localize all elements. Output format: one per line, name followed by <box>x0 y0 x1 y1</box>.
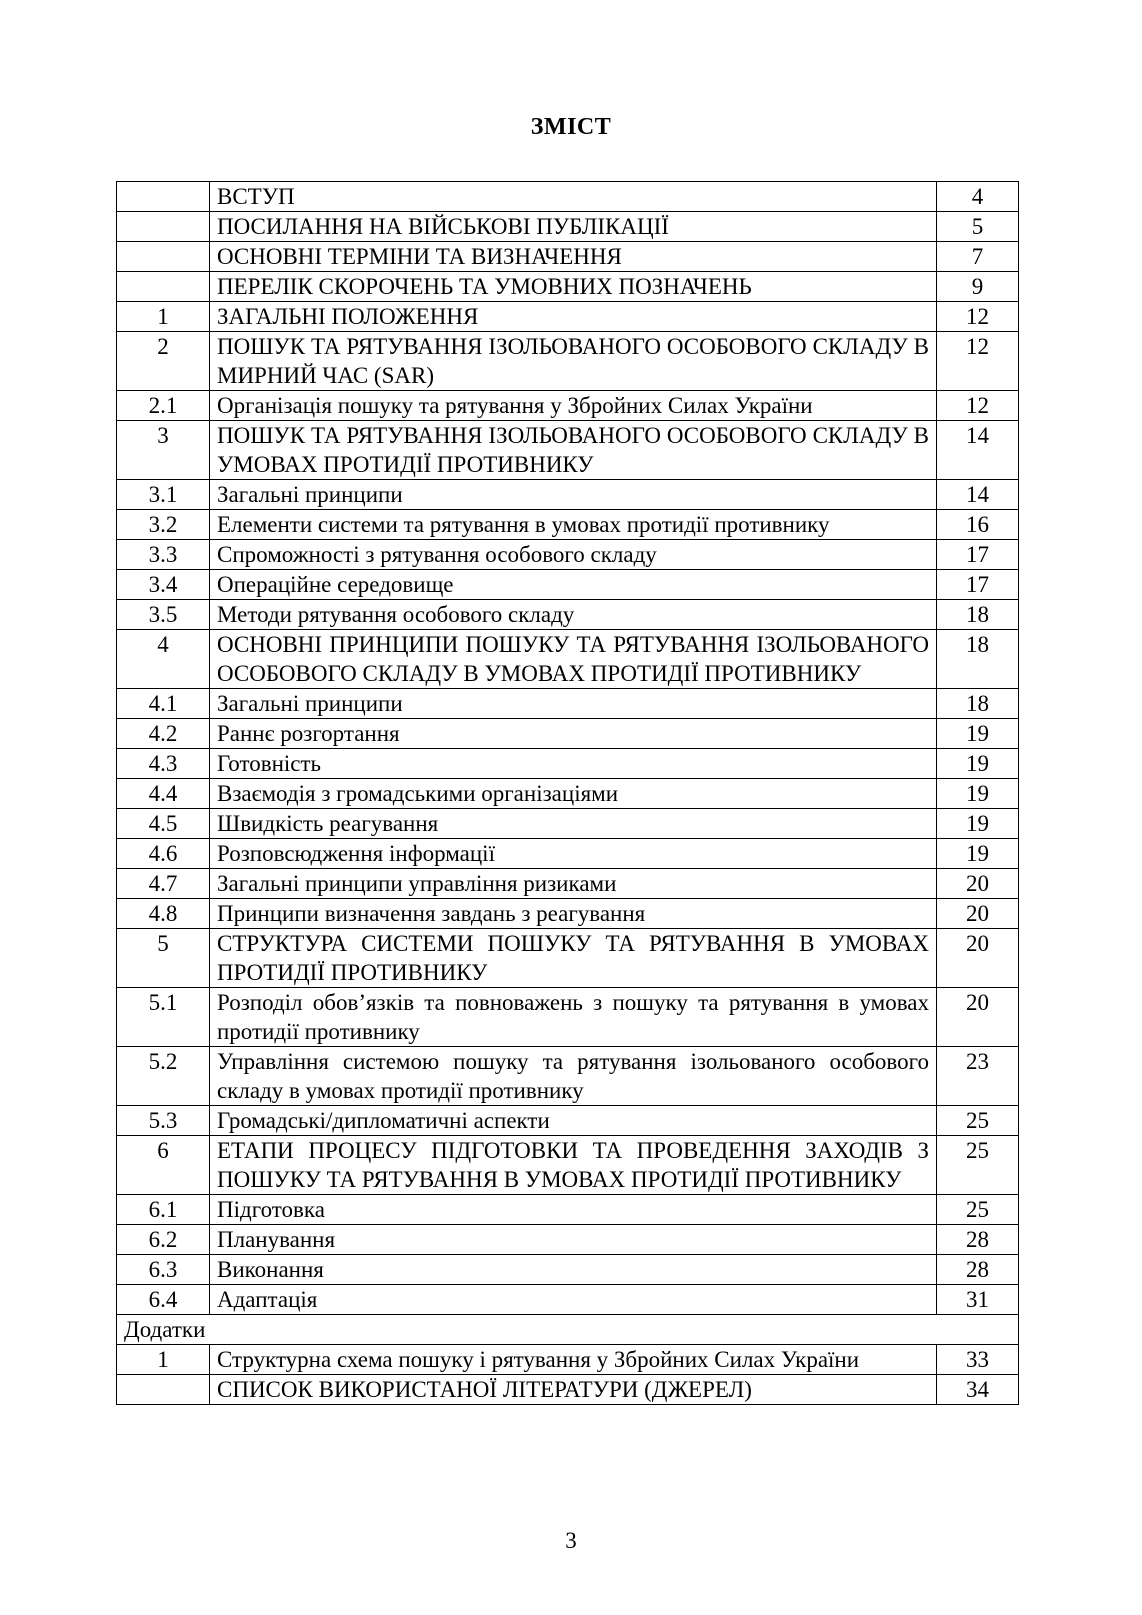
toc-entry-title: ПОШУК ТА РЯТУВАННЯ ІЗОЛЬОВАНОГО ОСОБОВОГО СКЛАДУ В УМОВАХ ПРОТИДІЇ ПРОТИВНИКУ <box>210 421 937 480</box>
toc-row <box>117 630 1019 689</box>
toc-page-number: 19 <box>937 779 1019 809</box>
toc-row <box>117 1345 1019 1375</box>
toc-entry-title: Планування <box>210 1225 937 1255</box>
toc-entry-title: Швидкість реагування <box>210 809 937 839</box>
toc-row <box>117 1047 1019 1106</box>
toc-page-number: 17 <box>937 570 1019 600</box>
toc-page-number: 19 <box>937 749 1019 779</box>
toc-entry-title: ПОШУК ТА РЯТУВАННЯ ІЗОЛЬОВАНОГО ОСОБОВОГО СКЛАДУ В МИРНИЙ ЧАС (SAR) <box>210 332 937 391</box>
table-of-contents <box>116 181 1019 1405</box>
toc-page-number: 19 <box>937 839 1019 869</box>
toc-row <box>117 600 1019 630</box>
toc-section-number: 2 <box>117 332 210 391</box>
toc-page-number: 20 <box>937 929 1019 988</box>
toc-row <box>117 839 1019 869</box>
toc-page-number: 33 <box>937 1345 1019 1375</box>
toc-page-number: 7 <box>937 242 1019 272</box>
toc-section-number: 6.1 <box>117 1195 210 1225</box>
toc-page-number: 25 <box>937 1195 1019 1225</box>
toc-section-number: 3.1 <box>117 480 210 510</box>
page-number: 3 <box>565 1528 577 1553</box>
toc-entry-title: Адаптація <box>210 1285 937 1315</box>
page-title: ЗМІСТ <box>530 114 612 140</box>
toc-page-number: 19 <box>937 719 1019 749</box>
toc-page-number: 28 <box>937 1225 1019 1255</box>
toc-row <box>117 749 1019 779</box>
toc-entry-title: Спроможності з рятування особового складу <box>210 540 937 570</box>
toc-section-number: 4.7 <box>117 869 210 899</box>
toc-entry-title: Елементи системи та рятування в умовах протидії противнику <box>210 510 937 540</box>
toc-entry-title: Загальні принципи <box>210 480 937 510</box>
toc-row <box>117 929 1019 988</box>
toc-entry-title: Раннє розгортання <box>210 719 937 749</box>
toc-page-number: 12 <box>937 332 1019 391</box>
toc-entry-title: ЗАГАЛЬНІ ПОЛОЖЕННЯ <box>210 302 937 332</box>
toc-entry-title: ПЕРЕЛІК СКОРОЧЕНЬ ТА УМОВНИХ ПОЗНАЧЕНЬ <box>210 272 937 302</box>
toc-page-number: 20 <box>937 899 1019 929</box>
toc-section-number: 4.8 <box>117 899 210 929</box>
toc-entry-title: ОСНОВНІ ПРИНЦИПИ ПОШУКУ ТА РЯТУВАННЯ ІЗОЛЬОВАНОГО ОСОБОВОГО СКЛАДУ В УМОВАХ ПРОТИДІЇ ПРОТИВНИКУ <box>210 630 937 689</box>
toc-entry-title: Виконання <box>210 1255 937 1285</box>
appendix-label: Додатки <box>117 1315 1019 1345</box>
toc-section-number: 4.3 <box>117 749 210 779</box>
toc-row <box>117 899 1019 929</box>
toc-entry-title: ПОСИЛАННЯ НА ВІЙСЬКОВІ ПУБЛІКАЦІЇ <box>210 212 937 242</box>
toc-row <box>117 779 1019 809</box>
toc-page-number: 18 <box>937 689 1019 719</box>
toc-row <box>117 391 1019 421</box>
toc-page-number: 25 <box>937 1106 1019 1136</box>
toc-entry-title: СПИСОК ВИКОРИСТАНОЇ ЛІТЕРАТУРИ (ДЖЕРЕЛ) <box>210 1375 937 1405</box>
toc-entry-title: Громадські/дипломатичні аспекти <box>210 1106 937 1136</box>
toc-row <box>117 272 1019 302</box>
toc-page-number: 20 <box>937 988 1019 1047</box>
toc-section-number: 1 <box>117 302 210 332</box>
toc-entry-title: Методи рятування особового складу <box>210 600 937 630</box>
toc-entry-title: Готовність <box>210 749 937 779</box>
toc-row <box>117 988 1019 1047</box>
toc-section-number: 5.3 <box>117 1106 210 1136</box>
toc-section-number: 6 <box>117 1136 210 1195</box>
toc-page-number: 16 <box>937 510 1019 540</box>
toc-row <box>117 1255 1019 1285</box>
toc-entry-title: ВСТУП <box>210 182 937 212</box>
toc-row <box>117 182 1019 212</box>
toc-page-number: 4 <box>937 182 1019 212</box>
toc-row <box>117 1225 1019 1255</box>
toc-entry-title: Загальні принципи управління ризиками <box>210 869 937 899</box>
toc-section-number <box>117 212 210 242</box>
toc-page-number: 18 <box>937 600 1019 630</box>
toc-section-number <box>117 1375 210 1405</box>
toc-row <box>117 1285 1019 1315</box>
toc-row <box>117 1375 1019 1405</box>
toc-entry-title: Принципи визначення завдань з реагування <box>210 899 937 929</box>
toc-section-number <box>117 182 210 212</box>
toc-row <box>117 421 1019 480</box>
toc-section-number: 4.6 <box>117 839 210 869</box>
toc-page-number: 19 <box>937 809 1019 839</box>
toc-page-number: 14 <box>937 480 1019 510</box>
toc-entry-title: Організація пошуку та рятування у Збройних Силах України <box>210 391 937 421</box>
toc-section-number: 5.1 <box>117 988 210 1047</box>
toc-entry-title: Розподіл обов’язків та повноважень з пошуку та рятування в умовах протидії противнику <box>210 988 937 1047</box>
toc-row <box>117 570 1019 600</box>
toc-section-number: 4.5 <box>117 809 210 839</box>
toc-section-number: 3.3 <box>117 540 210 570</box>
toc-row <box>117 510 1019 540</box>
toc-page-number: 31 <box>937 1285 1019 1315</box>
toc-page-number: 12 <box>937 391 1019 421</box>
toc-section-number <box>117 272 210 302</box>
toc-row <box>117 302 1019 332</box>
toc-section-number: 5.2 <box>117 1047 210 1106</box>
toc-page-number: 25 <box>937 1136 1019 1195</box>
toc-section-number: 6.2 <box>117 1225 210 1255</box>
toc-body <box>117 182 1019 1405</box>
toc-section-number: 5 <box>117 929 210 988</box>
toc-entry-title: ЕТАПИ ПРОЦЕСУ ПІДГОТОВКИ ТА ПРОВЕДЕННЯ ЗАХОДІВ З ПОШУКУ ТА РЯТУВАННЯ В УМОВАХ ПРОТИДІЇ ПРОТИВНИКУ <box>210 1136 937 1195</box>
toc-row <box>117 212 1019 242</box>
toc-section-number: 6.3 <box>117 1255 210 1285</box>
toc-section-number: 6.4 <box>117 1285 210 1315</box>
toc-row <box>117 480 1019 510</box>
toc-row <box>117 540 1019 570</box>
toc-row <box>117 332 1019 391</box>
toc-entry-title: Взаємодія з громадськими організаціями <box>210 779 937 809</box>
toc-section-number: 4.1 <box>117 689 210 719</box>
toc-section-number: 4 <box>117 630 210 689</box>
toc-row <box>117 689 1019 719</box>
toc-section-number: 2.1 <box>117 391 210 421</box>
toc-page-number: 9 <box>937 272 1019 302</box>
toc-row <box>117 242 1019 272</box>
toc-page-number: 28 <box>937 1255 1019 1285</box>
toc-page-number: 12 <box>937 302 1019 332</box>
toc-row <box>117 809 1019 839</box>
toc-entry-title: Управління системою пошуку та рятування ізольованого особового складу в умовах протидії противнику <box>210 1047 937 1106</box>
toc-page-number: 34 <box>937 1375 1019 1405</box>
toc-entry-title: Структурна схема пошуку і рятування у Збройних Силах України <box>210 1345 937 1375</box>
toc-entry-title: СТРУКТУРА СИСТЕМИ ПОШУКУ ТА РЯТУВАННЯ В УМОВАХ ПРОТИДІЇ ПРОТИВНИКУ <box>210 929 937 988</box>
toc-row <box>117 869 1019 899</box>
toc-entry-title: Підготовка <box>210 1195 937 1225</box>
toc-section-number: 1 <box>117 1345 210 1375</box>
appendix-row <box>117 1315 1019 1345</box>
toc-section-number: 4.4 <box>117 779 210 809</box>
toc-page-number: 20 <box>937 869 1019 899</box>
toc-section-number: 3 <box>117 421 210 480</box>
toc-page-number: 14 <box>937 421 1019 480</box>
toc-entry-title: Загальні принципи <box>210 689 937 719</box>
toc-section-number: 3.2 <box>117 510 210 540</box>
toc-row <box>117 1106 1019 1136</box>
toc-section-number: 4.2 <box>117 719 210 749</box>
toc-entry-title: Розповсюдження інформації <box>210 839 937 869</box>
toc-section-number: 3.4 <box>117 570 210 600</box>
toc-row <box>117 719 1019 749</box>
toc-section-number <box>117 242 210 272</box>
toc-page-number: 17 <box>937 540 1019 570</box>
toc-page-number: 5 <box>937 212 1019 242</box>
toc-entry-title: Операційне середовище <box>210 570 937 600</box>
toc-row <box>117 1195 1019 1225</box>
toc-page-number: 18 <box>937 630 1019 689</box>
toc-entry-title: ОСНОВНІ ТЕРМІНИ ТА ВИЗНАЧЕННЯ <box>210 242 937 272</box>
toc-section-number: 3.5 <box>117 600 210 630</box>
toc-row <box>117 1136 1019 1195</box>
toc-page-number: 23 <box>937 1047 1019 1106</box>
